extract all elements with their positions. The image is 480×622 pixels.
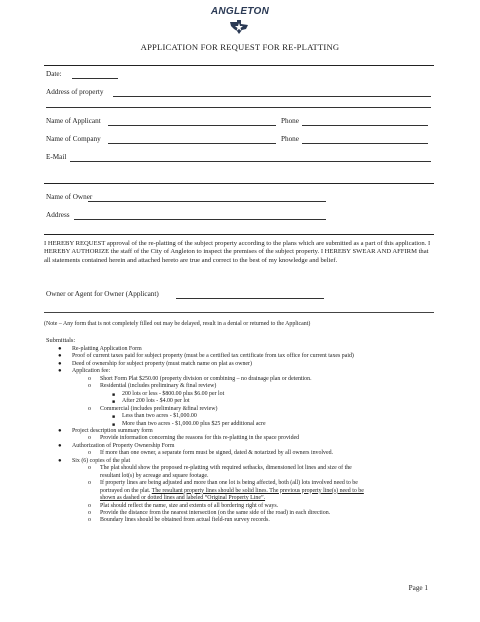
list-item: ■ More than two acres - $1,000.00 plus $25 per additional acre <box>112 420 266 428</box>
list-item: ■ 200 lots or less - $800.00 plus $6.00 per lot <box>112 390 225 398</box>
email-field[interactable] <box>70 161 431 162</box>
form-note: (Note – Any form that is not completely filled out may be delayed, result in a denial or returned to the Applicant) <box>44 321 311 327</box>
circle-bullet: o <box>88 435 91 442</box>
circle-bullet: o <box>88 465 91 472</box>
owner-agent-label: Owner or Agent for Owner (Applicant) <box>46 290 159 298</box>
name-of-owner-field[interactable] <box>88 201 326 202</box>
texas-star-icon <box>228 20 250 34</box>
submittals-list <box>44 346 444 525</box>
list-item: o The plat should show the proposed re-platting with required setbacks, dimensioned lot lines and size of the <box>88 465 352 472</box>
list-item: ● Project description summary form <box>58 427 153 434</box>
address-of-property-label: Address of property <box>46 88 104 96</box>
square-bullet: ■ <box>112 422 116 428</box>
request-statement: I HEREBY REQUEST approval of the re-platting of the subject property according to the plans which are submitted as a part of this application. I HEREBY AUTHORIZE the staff of the City of Angleton to inspect the premises of the subject property. I HEREBY SWEAR AND AFFIRM that all statements contained herein and attached hereto are true and correct to the best of my knowledge and belief. <box>44 240 431 264</box>
top-rule <box>44 65 434 66</box>
city-logo-text: ANGLETON <box>210 6 270 17</box>
address-of-property-field[interactable] <box>113 96 431 97</box>
circle-bullet: o <box>88 502 91 509</box>
owner-address-label: Address <box>46 211 70 219</box>
owner-agent-signature-field[interactable] <box>176 298 324 299</box>
list-item: o Provide information concerning the reasons for this re-platting in the space provided <box>88 435 300 442</box>
list-item: ■ After 200 lots - $4.00 per lot <box>112 398 190 406</box>
bullet: ● <box>58 368 62 375</box>
name-of-owner-label: Name of Owner <box>46 193 93 201</box>
list-item: ● Deed of ownership for subject property (must match name on plat as owner) <box>58 360 252 367</box>
square-bullet: ■ <box>112 400 116 406</box>
list-item: ● Application fee: <box>58 368 111 375</box>
list-item: ● Re-platting Application Form <box>58 346 142 352</box>
bullet: ● <box>58 360 62 367</box>
company-phone-field[interactable] <box>302 143 428 144</box>
square-bullet: ■ <box>112 415 116 421</box>
applicant-phone-label: Phone <box>281 117 299 125</box>
name-of-applicant-label: Name of Applicant <box>46 117 101 125</box>
name-of-company-field[interactable] <box>108 143 276 144</box>
circle-bullet: o <box>88 405 91 412</box>
circle-bullet: o <box>88 375 91 382</box>
square-bullet: ■ <box>112 392 116 398</box>
form-title: APPLICATION FOR REQUEST FOR RE-PLATTING <box>140 42 340 52</box>
list-item: o Plat should reflect the name, size and extents of all bordering right of ways. <box>88 502 279 509</box>
address-of-property-field-line2[interactable] <box>46 107 431 108</box>
list-item: ● Proof of current taxes paid for subject property (must be a certified tax certificate from tax office for current taxes paid) <box>58 353 354 360</box>
list-item-continuation: resultant lot(s) by acreage and square footage. <box>100 472 209 479</box>
list-item-continuation: portrayed on the plat. The resultant property lines should be solid lines. The previous property line(s) need to be <box>100 487 364 494</box>
name-of-company-label: Name of Company <box>46 135 101 143</box>
date-field[interactable] <box>72 78 118 79</box>
list-item: ● Six (6) copies of the plat <box>58 457 131 464</box>
applicant-phone-field[interactable] <box>302 125 428 126</box>
circle-bullet: o <box>88 383 91 390</box>
list-item: o Short Form Plat $250.00 (property division or combining – no drainage plan or detention. <box>88 375 312 382</box>
owner-address-field[interactable] <box>74 219 326 220</box>
circle-bullet: o <box>88 480 91 487</box>
submittals-heading: Submittals: <box>46 337 76 344</box>
list-item: o Commercial (includes preliminary &final review) <box>88 405 218 412</box>
email-label: E-Mail <box>46 153 67 161</box>
circle-bullet: o <box>88 509 91 516</box>
section-rule-2 <box>44 234 434 235</box>
list-item: o Provide the distance from the nearest intersection (on the same side of the road) in each direction. <box>88 509 331 516</box>
bullet: ● <box>58 442 62 449</box>
list-item: ■ Less than two acres - $1,000.00 <box>112 413 197 421</box>
circle-bullet: o <box>88 517 91 524</box>
bullet: ● <box>58 353 62 360</box>
page-number: Page 1 <box>408 584 428 592</box>
list-item: o Residential (includes preliminary & final review) <box>88 383 217 390</box>
list-item: ● Authorization of Property Ownership Form <box>58 442 175 449</box>
circle-bullet: o <box>88 450 91 457</box>
list-item: o If property lines are being adjusted and more than one lot is being affected, both (all) lots involved need to be <box>88 480 358 487</box>
name-of-applicant-field[interactable] <box>108 125 276 126</box>
list-item: o If more than one owner, a separate form must be signed, dated & notarized by all owners involved. <box>88 450 334 457</box>
section-rule-3 <box>44 312 434 313</box>
date-label: Date: <box>46 70 62 78</box>
list-item-continuation: shown as dashed or dotted lines and labeled “Original Property Line”. <box>100 495 266 502</box>
bullet: ● <box>58 457 62 464</box>
bullet: ● <box>58 346 62 352</box>
list-item: o Boundary lines should be obtained from actual field-run survey records. <box>88 517 270 524</box>
bullet: ● <box>58 427 62 434</box>
company-phone-label: Phone <box>281 135 299 143</box>
section-rule-1 <box>44 183 434 184</box>
